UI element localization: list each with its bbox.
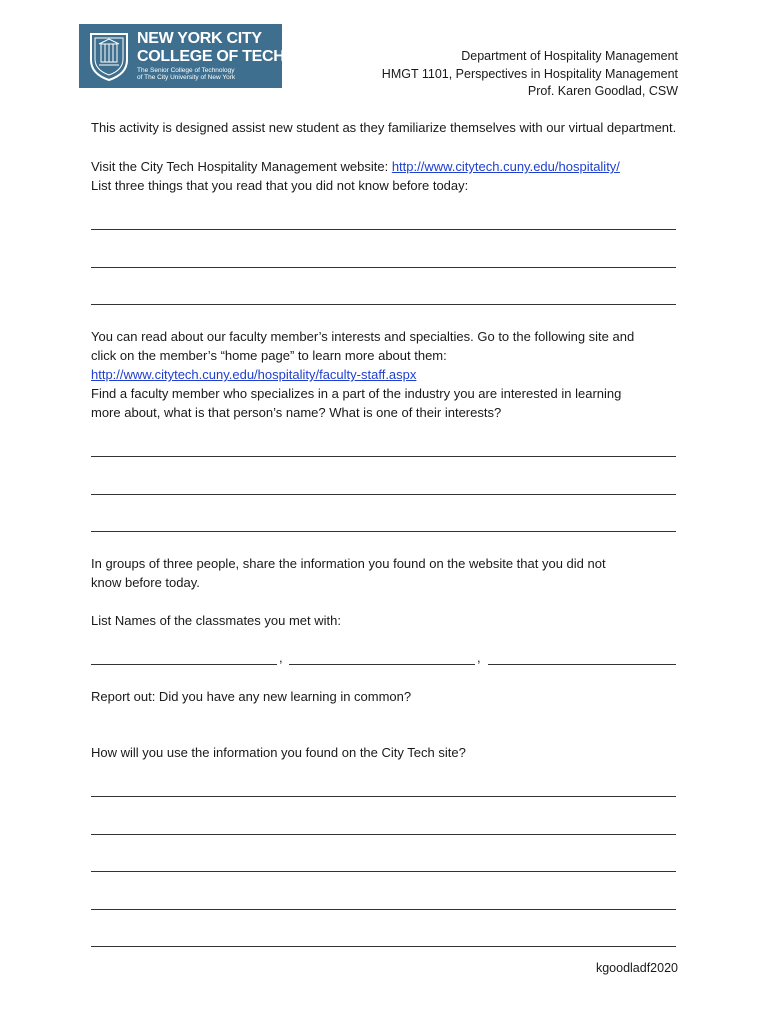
visit-website-line <box>91 157 691 176</box>
course-title: HMGT 1101, Perspectives in Hospitality Management <box>381 66 678 81</box>
answer-line[interactable] <box>91 456 676 457</box>
professor-name: Prof. Karen Goodlad, CSW <box>527 84 678 98</box>
faculty-staff-link[interactable]: http://www.citytech.cuny.edu/hospitality/faculty-staff.aspx <box>91 367 417 382</box>
report-out-question: Report out: Did you have any new learning in common? <box>91 689 412 704</box>
answer-line[interactable] <box>91 909 676 910</box>
answer-line[interactable] <box>91 871 676 872</box>
college-logo <box>79 24 353 88</box>
answer-line[interactable] <box>91 267 676 268</box>
faculty-question-line2: more about, what is that person’s name? What is one of their interests? <box>91 405 502 420</box>
footer-author-tag: kgoodladf2020 <box>595 961 678 975</box>
answer-line[interactable] <box>91 796 676 797</box>
answer-line[interactable] <box>91 531 676 532</box>
answer-line[interactable] <box>91 229 676 230</box>
faculty-intro-line1: You can read about our faculty member’s interests and specialties. Go to the following site and <box>91 329 635 344</box>
college-seal-icon <box>87 30 131 82</box>
faculty-intro-line2: click on the member’s “home page” to learn more about them: <box>91 348 447 363</box>
answer-line[interactable] <box>91 946 676 947</box>
logo-title-line1: NEW YORK CITY <box>137 29 262 47</box>
classmates-prompt: List Names of the classmates you met with: <box>91 613 341 628</box>
answer-line[interactable] <box>91 834 676 835</box>
classmate-names-row <box>91 650 676 666</box>
classmate-name-blank-2[interactable] <box>289 664 475 665</box>
logo-subtitle-line1: The Senior College of Technology <box>137 66 235 74</box>
hospitality-website-link[interactable]: http://www.citytech.cuny.edu/hospitality/ <box>391 159 620 174</box>
comma-separator: , <box>279 650 283 665</box>
groups-instruction-line2: know before today. <box>91 575 200 590</box>
faculty-question-line1: Find a faculty member who specializes in a part of the industry you are interested in learning <box>91 386 622 401</box>
visit-website-text: Visit the City Tech Hospitality Management website: <box>91 159 392 174</box>
comma-separator: , <box>477 650 481 665</box>
groups-instruction-line1: In groups of three people, share the information you found on the website that you did not <box>91 556 606 571</box>
department-name: Department of Hospitality Management <box>461 49 678 63</box>
how-use-question: How will you use the information you found on the City Tech site? <box>91 745 466 760</box>
intro-text: This activity is designed assist new student as they familiarize themselves with our virtual department. <box>91 120 677 135</box>
list-three-prompt: List three things that you read that you did not know before today: <box>91 178 469 193</box>
faculty-link-line <box>91 365 691 384</box>
logo-subtitle-line2: of The City University of New York <box>137 74 236 81</box>
answer-line[interactable] <box>91 494 676 495</box>
logo-title-line2: COLLEGE OF TECHNOLOGY <box>137 47 353 65</box>
classmate-name-blank-1[interactable] <box>91 664 277 665</box>
course-header <box>382 48 678 101</box>
answer-line[interactable] <box>91 304 676 305</box>
classmate-name-blank-3[interactable] <box>488 664 676 665</box>
logo-wordmark <box>137 31 352 82</box>
